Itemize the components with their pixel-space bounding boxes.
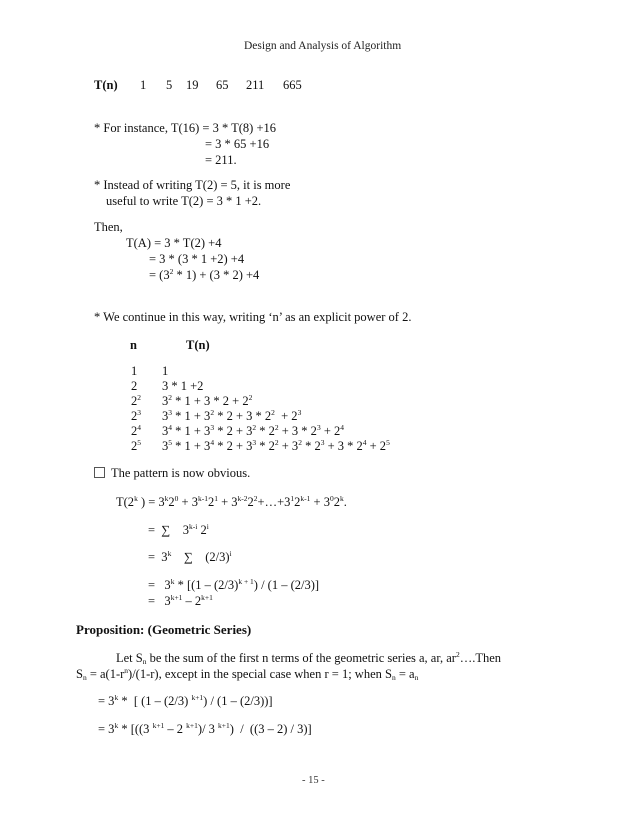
tn-value: 19: [186, 78, 199, 92]
tn-row: [94, 78, 118, 92]
table-header-n: n: [130, 338, 137, 352]
formula-line-5: = $3^{k+1} - 2^{k+1}$: [148, 593, 213, 608]
table-row: $3^2 * 1 + 3 * 2 + 2^2$: [162, 393, 253, 408]
instead-line-1: * Instead of writing T(2) = 5, it is more: [94, 178, 291, 192]
formula-line-3: = 3$^k$ ∑ $(2/3)^i$: [148, 549, 232, 564]
tn-row-label: T(n): [94, 78, 118, 92]
table-row: $2^5$: [131, 438, 141, 453]
table-row: $2^2$: [131, 393, 141, 408]
instead-line-2: useful to write T(2) = 3 * 1 +2.: [106, 194, 262, 208]
table-row: 1: [162, 364, 169, 378]
then-line-3: = $(3^2 * 1) + (3 * 2) +4$: [149, 267, 260, 282]
then-label: Then,: [94, 220, 123, 234]
tn-value: 1: [140, 78, 147, 92]
checkbox-bullet-icon: [94, 467, 105, 478]
proposition-line-2: $S_n = a(1-r^n)/(1-r)$, except in the special case when r = 1; when $S_n = a_n$: [76, 666, 419, 682]
proposition-line-4: = $3^k * [((3$ $^{k+1}$ – 2 $^{k+1}$)/ 3 $^{k+1}$) / ((3 – 2) / 3)]: [98, 721, 312, 736]
table-row: $3^3 * 1 + 3^2 * 2 + 3 * 2^2 + 2^3$: [162, 408, 302, 423]
table-row: $3^5 * 1 + 3^4 * 2 + 3^3 * 2^2 + 3^2 * 2^3 + 3 * 2^4 + 2^5$: [162, 438, 390, 453]
formula-line-1: T(2$^k$ ) = $3^k2^0 + 3^{k-1}2^1$ + $3^{k-2}2^2+\dots+3^12^{k-1} + 3^02^k$.: [116, 494, 347, 509]
page-header: Design and Analysis of Algorithm: [244, 40, 402, 52]
proposition-line-1: Let $S_n$ be the sum of the first n terms of the geometric series a, ar, $ar^2\dots.Then$: [116, 650, 502, 666]
tn-value: 211: [246, 78, 265, 92]
proposition-line-3: = $3^k$ * [ (1 – (2/3) $^{k+1}$) / (1 – (2/3))]: [98, 693, 273, 708]
tn-value: 665: [283, 78, 302, 92]
formula-line-4: = $3^k * [(1 - (2/3)^{k + 1}) / (1 - (2/3)]$: [148, 577, 320, 592]
continue-text: * We continue in this way, writing ‘n’ as an explicit power of 2.: [94, 310, 412, 324]
instance-line-1: * For instance, T(16) = 3 * T(8) +16: [94, 121, 277, 135]
proposition-title: Proposition: (Geometric Series): [76, 622, 252, 637]
table-row: 2: [131, 379, 138, 393]
instance-line-3: = 211.: [205, 153, 237, 167]
instance-line-2: = 3 * 65 +16: [205, 137, 270, 151]
then-line-2: = 3 * (3 * 1 +2) +4: [149, 252, 245, 266]
table-row: $2^4$: [131, 423, 141, 438]
pattern-text: The pattern is now obvious.: [111, 466, 251, 480]
table-row: $2^3$: [131, 408, 141, 423]
table-header-tn: T(n): [186, 338, 210, 352]
table-row: $3^4 * 1 + 3^3 * 2 + 3^2 * 2^2 + 3 * 2^3 + 2^4$: [162, 423, 344, 438]
tn-value: 5: [166, 78, 173, 92]
formula-line-2: = ∑ 3$^{k-i}$ 2$^i$: [148, 522, 209, 537]
then-line-1: T(A) = 3 * T(2) +4: [126, 236, 222, 250]
pattern-line: [94, 466, 250, 480]
table-row: 3 * 1 +2: [162, 379, 204, 393]
page-number: - 15 -: [302, 775, 325, 786]
table-row: 1: [131, 364, 138, 378]
tn-value: 65: [216, 78, 229, 92]
